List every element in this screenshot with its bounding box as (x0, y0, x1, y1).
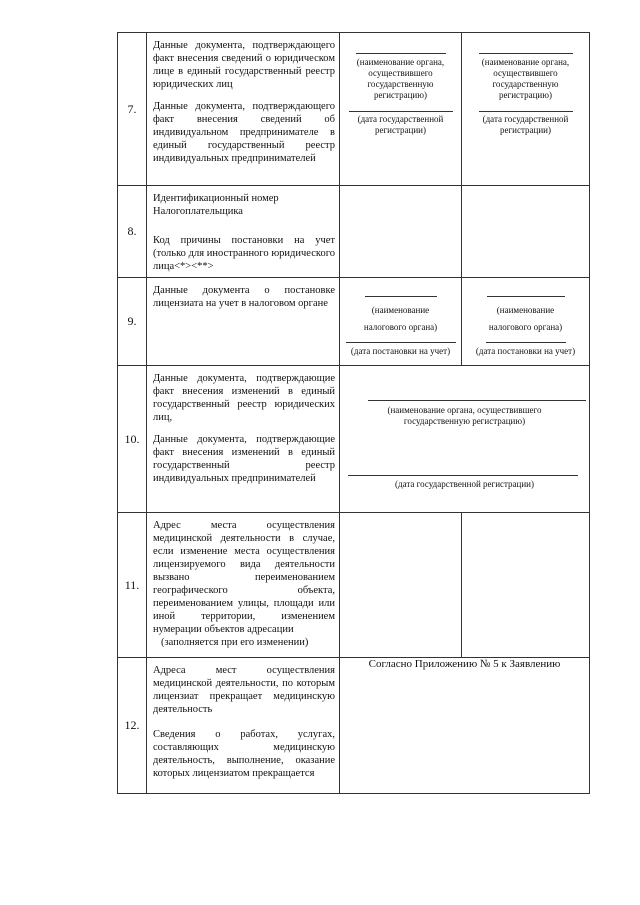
description-text: Данные документа, подтверждающие факт внесения изменений в единый государственный реестр индивидуальных предпринимателей (153, 434, 335, 484)
field-caption: (наименование органа, осуществившего государственную регистрацию) (356, 57, 445, 100)
value-cell (462, 513, 590, 658)
description-text: Данные документа, подтверждающие факт внесения изменений в единый государственный реестр юридических лиц, (153, 373, 335, 423)
table-row (118, 33, 590, 186)
field-caption: (дата государственной регистрации) (395, 479, 534, 489)
license-form-table (117, 32, 590, 794)
value-cell (340, 33, 462, 186)
row-description (147, 33, 340, 186)
row-number: 7. (118, 33, 147, 186)
description-text: Адреса мест осуществления медицинской деятельности, по которым лицензиат прекращает медицинскую деятельность (153, 665, 335, 715)
field-caption: (дата постановки на учет) (350, 346, 451, 356)
description-text: Данные документа, подтверждающего факт внесения сведений о юридическом лице в единый государственный реестр юридических лиц (153, 40, 335, 90)
row-description (147, 278, 340, 366)
field-caption: (наименование налогового органа) (363, 305, 438, 332)
row-number: 10. (118, 366, 147, 513)
description-text: Данные документа о постановке лицензиата на учет в налоговом органе (153, 285, 335, 309)
row-number: 9. (118, 278, 147, 366)
field-caption: (наименование органа, осуществившего государственную регистрацию) (481, 57, 570, 100)
row-description (147, 186, 340, 278)
field-caption: (дата постановки на учет) (475, 346, 576, 356)
value-cell (340, 513, 462, 658)
table-row (118, 186, 590, 278)
description-text: (заполняется при его изменении) (161, 637, 309, 648)
row-description (147, 366, 340, 513)
merged-value-cell (340, 366, 590, 513)
table-row (118, 278, 590, 366)
field-caption: (дата государственной регистрации) (482, 114, 569, 135)
row-number: 12. (118, 658, 147, 794)
value-cell (462, 278, 590, 366)
value-cell (340, 186, 462, 278)
description-text: Сведения о работах, услугах, составляющих медицинскую деятельность, выполнение, оказание которых лицензиатом прекращается (153, 729, 335, 779)
description-text: Адрес места осуществления медицинской деятельности в случае, если изменение места осуществления лицензируемого вида деятельности вызвано переименованием географического объекта, переименованием улицы, площади или иной территории, изменением нумерации объектов адресации (153, 520, 335, 635)
merged-value-cell: Согласно Приложению № 5 к Заявлению (340, 658, 590, 794)
table-row (118, 366, 590, 513)
table-row (118, 513, 590, 658)
value-cell (462, 186, 590, 278)
row-number: 11. (118, 513, 147, 658)
table-row (118, 658, 590, 794)
description-text: Код причины постановки на учет (только для иностранного юридического лица<*><**> (153, 235, 335, 272)
value-cell (462, 33, 590, 186)
description-text: Идентификационный номер Налогоплательщика (153, 193, 279, 217)
row-description (147, 658, 340, 794)
field-caption: (дата государственной регистрации) (357, 114, 444, 135)
description-text: Данные документа, подтверждающего факт внесения сведений об индивидуальном предпринимателе в единый государственный реестр индивидуальных предпринимателей (153, 101, 335, 164)
value-cell (340, 278, 462, 366)
row-description (147, 513, 340, 658)
field-caption: (наименование органа, осуществившего государственную регистрацию) (387, 405, 542, 426)
row-number: 8. (118, 186, 147, 278)
field-caption: (наименование налогового органа) (488, 305, 563, 332)
